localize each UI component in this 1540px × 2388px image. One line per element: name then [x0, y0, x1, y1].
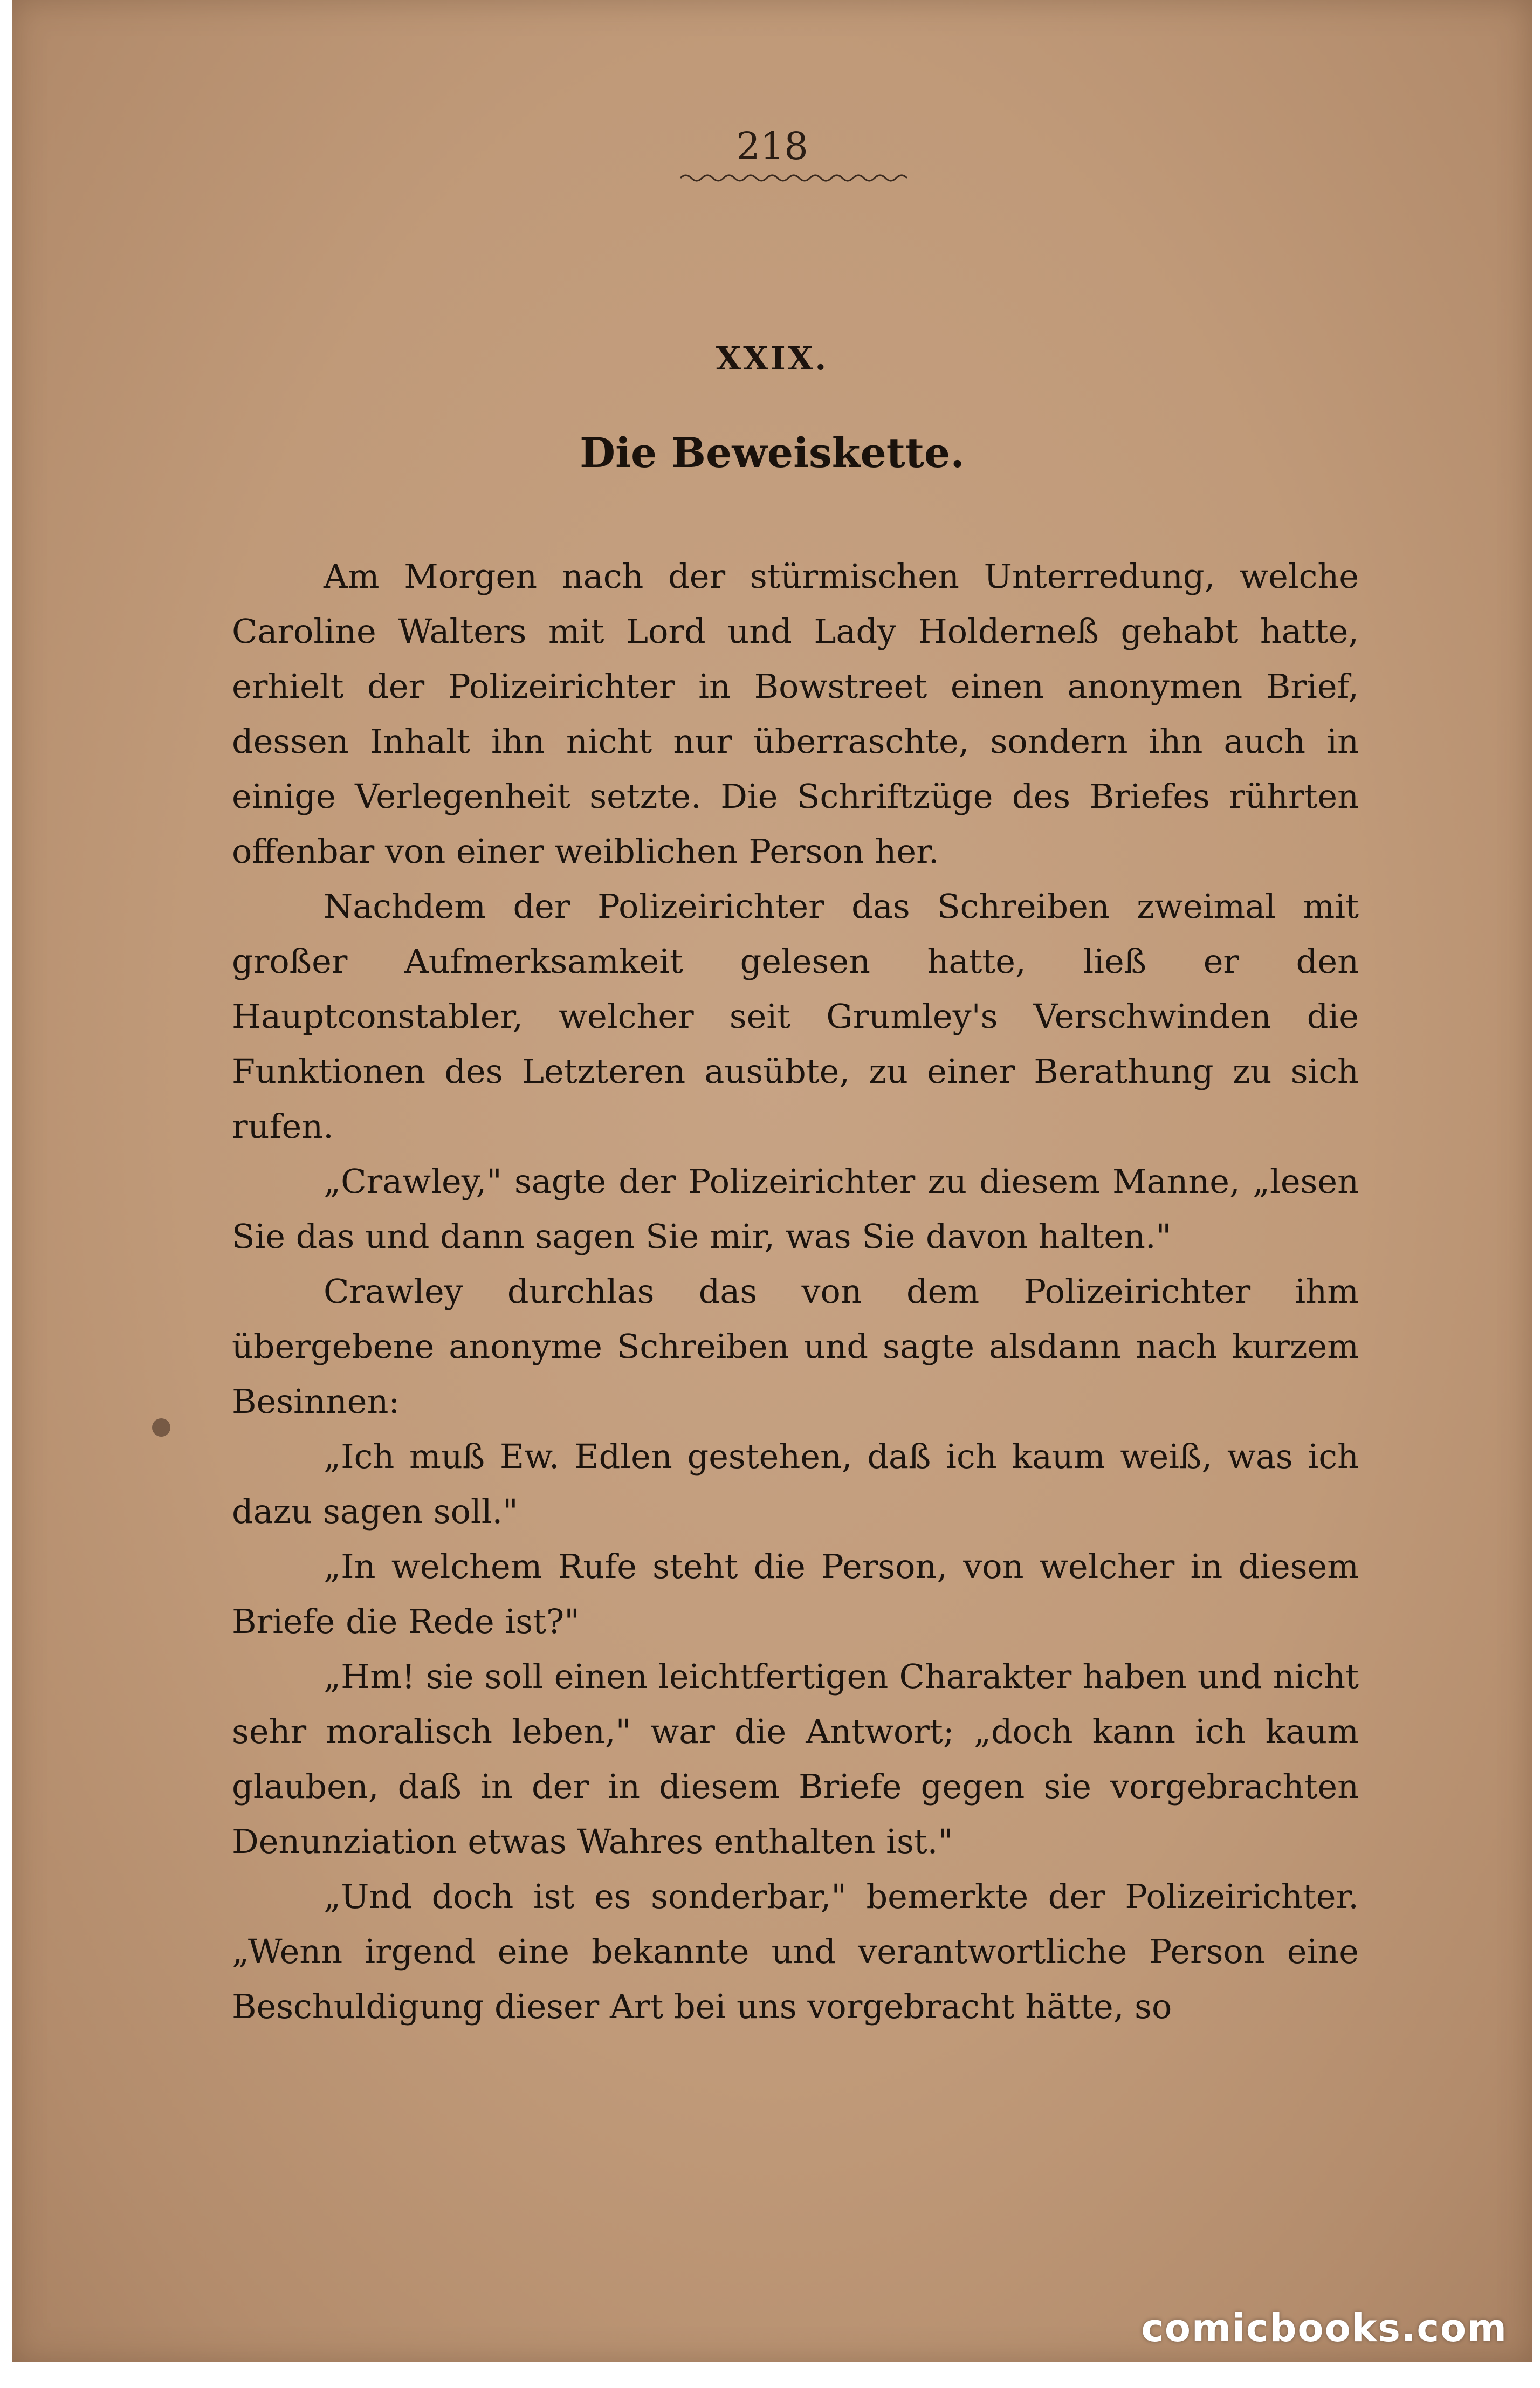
watermark: comicbooks.com — [1141, 2306, 1508, 2350]
chapter-number: XXIX. — [716, 340, 829, 378]
body-text — [232, 549, 1359, 2034]
paragraph: „Hm! sie soll einen leichtfertigen Charakter haben und nicht sehr moralisch leben," war die Antwort; „doch kann ich kaum glauben, daß in der in diesem Briefe gegen sie vorgebrachten Denunziation etwas Wahres enthalten ist." — [232, 1657, 1359, 1861]
book-page — [12, 0, 1532, 2362]
page-number: 218 — [736, 124, 808, 168]
paragraph: „Ich muß Ew. Edlen gestehen, daß ich kaum weiß, was ich dazu sagen soll." — [232, 1437, 1359, 1531]
paragraph: „Und doch ist es sonderbar," bemerkte der Polizeirichter. „Wenn irgend eine bekannte und verantwortliche Person eine Beschuldigung dieser Art bei uns vorgebracht hätte, so — [232, 1877, 1359, 2026]
ink-stain — [152, 1418, 170, 1437]
paragraph: Nachdem der Polizeirichter das Schreiben zweimal mit großer Aufmerksamkeit gelesen hatte, ließ er den Hauptconstabler, welcher seit Grumley's Verschwinden die Funktionen des Letzteren ausübte, zu einer Berathung zu sich rufen. — [232, 887, 1359, 1146]
decorative-wavy-rule — [680, 171, 907, 184]
paragraph: Am Morgen nach der stürmischen Unterredung, welche Caroline Walters mit Lord und Lady Holderneß gehabt hatte, erhielt der Polizeirichter in Bowstreet einen anonymen Brief, dessen Inhalt ihn nicht nur überraschte, sondern ihn auch in einige Verlegenheit setzte. Die Schriftzüge des Briefes rührten offenbar von einer weiblichen Person her. — [232, 557, 1359, 871]
chapter-title: Die Beweiskette. — [580, 429, 965, 477]
paragraph: „Crawley," sagte der Polizeirichter zu diesem Manne, „lesen Sie das und dann sagen Sie mir, was Sie davon halten." — [232, 1162, 1359, 1256]
paragraph: Crawley durchlas das von dem Polizeirichter ihm übergebene anonyme Schreiben und sagte alsdann nach kurzem Besinnen: — [232, 1272, 1359, 1421]
paragraph: „In welchem Rufe steht die Person, von welcher in diesem Briefe die Rede ist?" — [232, 1547, 1359, 1641]
